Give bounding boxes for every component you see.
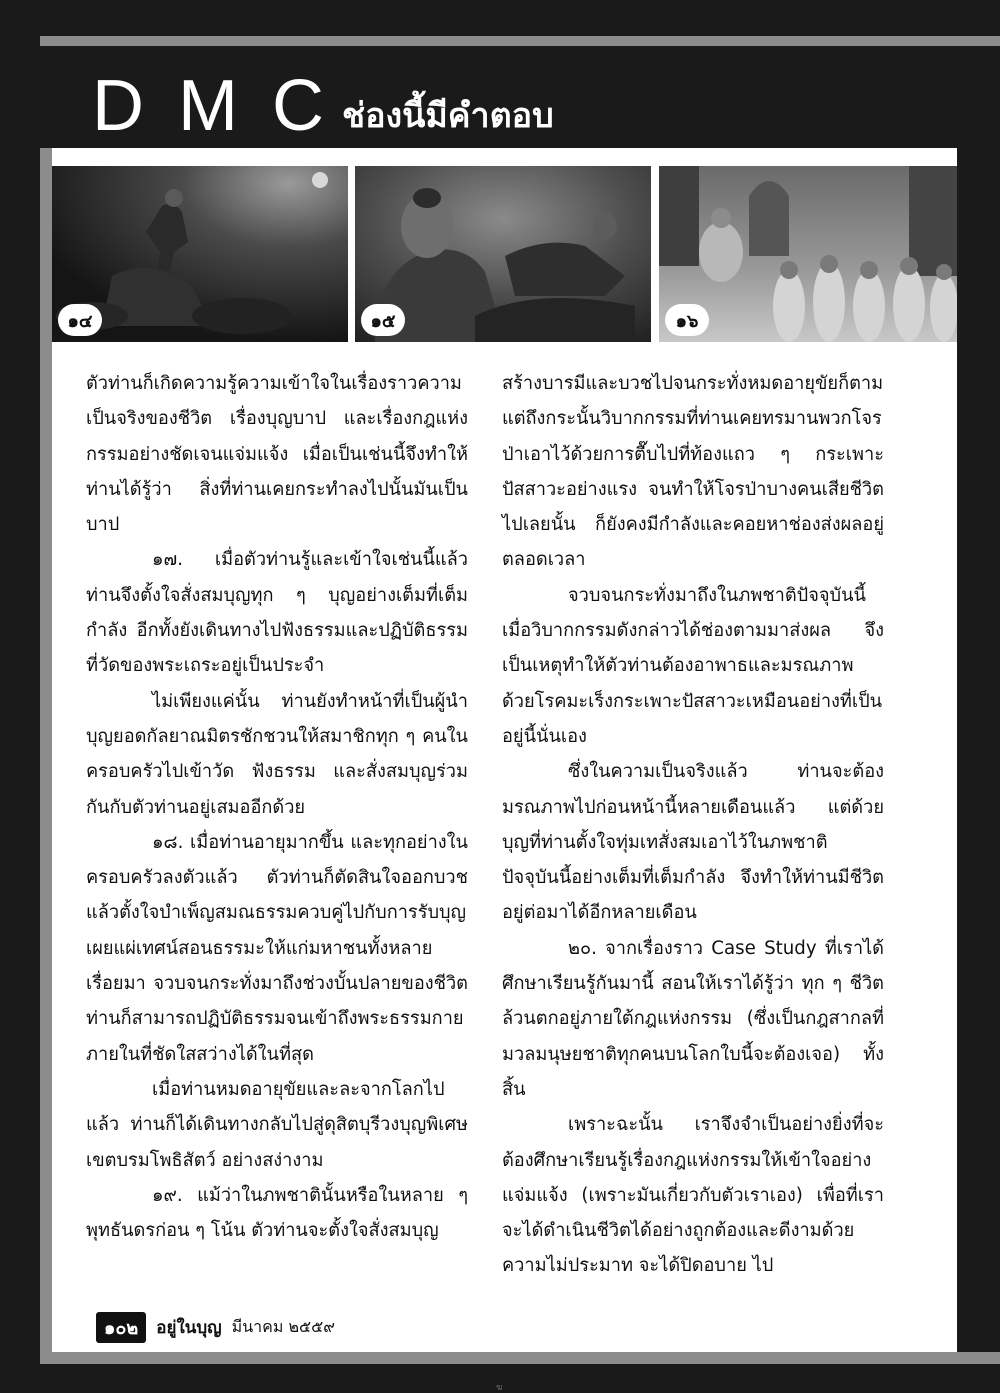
page-number: ๑๐๒ (96, 1312, 146, 1343)
paragraph: เพราะฉะนั้น เราจึงจำเป็นอย่างยิ่งที่จะต้องศึกษาเรียนรู้เรื่องกฎแห่งกรรมให้เข้าใจอย่างแจ่มแจ้ง (เพราะมันเกี่ยวกับตัวเราเอง) เพื่อที่เราจะได้ดำเนินชีวิตได้อย่างถูกต้องและดีงามด้วยความไม่ประมาท จะได้ปิดอบาย ไป (502, 1114, 884, 1277)
paragraph: ตัวท่านก็เกิดความรู้ความเข้าใจในเรื่องราวความเป็นจริงของชีวิต เรื่องบุญบาป และเรื่องกฎแห่งกรรมอย่างชัดเจนแจ่มแจ้ง เมื่อเป็นเช่นนี้จึงทำให้ท่านได้รู้ว่า สิ่งที่ท่านเคยกระทำลงไปนั้นมันเป็นบาป (86, 373, 468, 536)
paragraph: ไม่เพียงแค่นั้น ท่านยังทำหน้าที่เป็นผู้นำบุญยอดกัลยาณมิตรชักชวนให้สมาชิกทุก ๆ คนในครอบครัวไปเข้าวัด ฟังธรรม และสั่งสมบุญร่วมกันกับตัวท่านอยู่เสมออีกด้วย (86, 690, 468, 818)
paragraph: ๑๘. เมื่อท่านอายุมากขึ้น และทุกอย่างในครอบครัวลงตัวแล้ว ตัวท่านก็ตัดสินใจออกบวช แล้วตั้งใจบำเพ็ญสมณธรรมควบคู่ไปกับการรับบุญ เผยแผ่เทศน์สอนธรรมะให้แก่มหาชนทั้งหลายเรื่อยมา จวบจนกระทั่งมาถึงช่วงบั้นปลายของชีวิต ท่านก็สามารถปฏิบัติธรรมจนเข้าถึงพระธรรมกายภายในที่ชัดใสสว่างได้ในที่สุด (86, 831, 468, 1065)
photo-16 (659, 166, 957, 342)
issue-date: มีนาคม ๒๕๕๙ (231, 1316, 335, 1336)
paragraph: ๑๗. เมื่อตัวท่านรู้และเข้าใจเช่นนี้แล้ว ท่านจึงตั้งใจสั่งสมบุญทุก ๆ บุญอย่างเต็มที่เต็มกำลัง อีกทั้งยังเดินทางไปฟังธรรมและปฏิบัติธรรมที่วัดของพระเถระอยู่เป็นประจำ (86, 549, 468, 677)
page-footer (96, 1314, 335, 1340)
bottom-rule (40, 1352, 1000, 1364)
article-column-right (502, 366, 884, 1284)
right-margin (957, 148, 1000, 1352)
article-page (52, 148, 957, 1352)
paragraph: สร้างบารมีและบวชไปจนกระทั่งหมดอายุขัยก็ตาม แต่ถึงกระนั้นวิบากกรรมที่ท่านเคยทรมานพวกโจรป่าเอาไว้ด้วยการตื๊บไปที่ท้องแถว ๆ กระเพาะปัสสาวะอย่างแรง จนทำให้โจรป่าบางคนเสียชีวิตไปเลยนั้น ก็ยังคงมีกำลังและคอยหาช่องส่งผลอยู่ตลอดเวลา (502, 373, 884, 571)
photo-14-number: ๑๔ (58, 304, 102, 336)
paragraph: เมื่อท่านหมดอายุขัยและละจากโลกไปแล้ว ท่านก็ได้เดินทางกลับไปสู่ดุสิตบุรีวงบุญพิเศษ เขตบรมโพธิสัตว์ อย่างสง่างาม (86, 1078, 468, 1171)
photo-15 (355, 166, 651, 342)
article-column-left (86, 366, 468, 1248)
paragraph: ซึ่งในความเป็นจริงแล้ว ท่านจะต้องมรณภาพไปก่อนหน้านี้หลายเดือนแล้ว แต่ด้วยบุญที่ท่านตั้งใจทุ่มเทสั่งสมเอาไว้ในภพชาติปัจจุบันนี้อย่างเต็มที่เต็มกำลัง จึงทำให้ท่านมีชีวิตอยู่ต่อมาได้อีกหลายเดือน (502, 761, 884, 924)
photo-16-number: ๑๖ (665, 304, 709, 336)
photo-14 (52, 166, 348, 342)
section-subtitle: ช่องนี้มีคำตอบ (342, 96, 554, 136)
paragraph: ๒๐. จากเรื่องราว Case Study ที่เราได้ศึกษาเรียนรู้กันมานี้ สอนให้เราได้รู้ว่า ทุก ๆ ชีวิตล้วนตกอยู่ภายใต้กฎแห่งกรรม (ซึ่งเป็นกฎสากลที่มวลมนุษยชาติทุกคนบนโลกใบนี้จะต้องเจอ) ทั้งสิ้น (502, 937, 884, 1100)
paragraph: จวบจนกระทั่งมาถึงในภพชาติปัจจุบันนี้ เมื่อวิบากกรรมดังกล่าวได้ช่องตามมาส่งผล จึงเป็นเหตุทำให้ตัวท่านต้องอาพาธและมรณภาพด้วยโรคมะเร็งกระเพาะปัสสาวะเหมือนอย่างที่เป็นอยู่นี้นั่นเอง (502, 584, 884, 747)
print-mark: ฆ (496, 1383, 503, 1393)
brand-title: DMC (92, 66, 358, 146)
photo-15-number: ๑๕ (361, 304, 405, 336)
top-rule (40, 36, 1000, 46)
left-rule (40, 148, 52, 1363)
paragraph: ๑๙. แม้ว่าในภพชาตินั้นหรือในหลาย ๆ พุทธันดรก่อน ๆ โน้น ตัวท่านจะตั้งใจสั่งสมบุญ (86, 1184, 468, 1242)
magazine-name: อยู่ในบุญ (156, 1317, 222, 1338)
